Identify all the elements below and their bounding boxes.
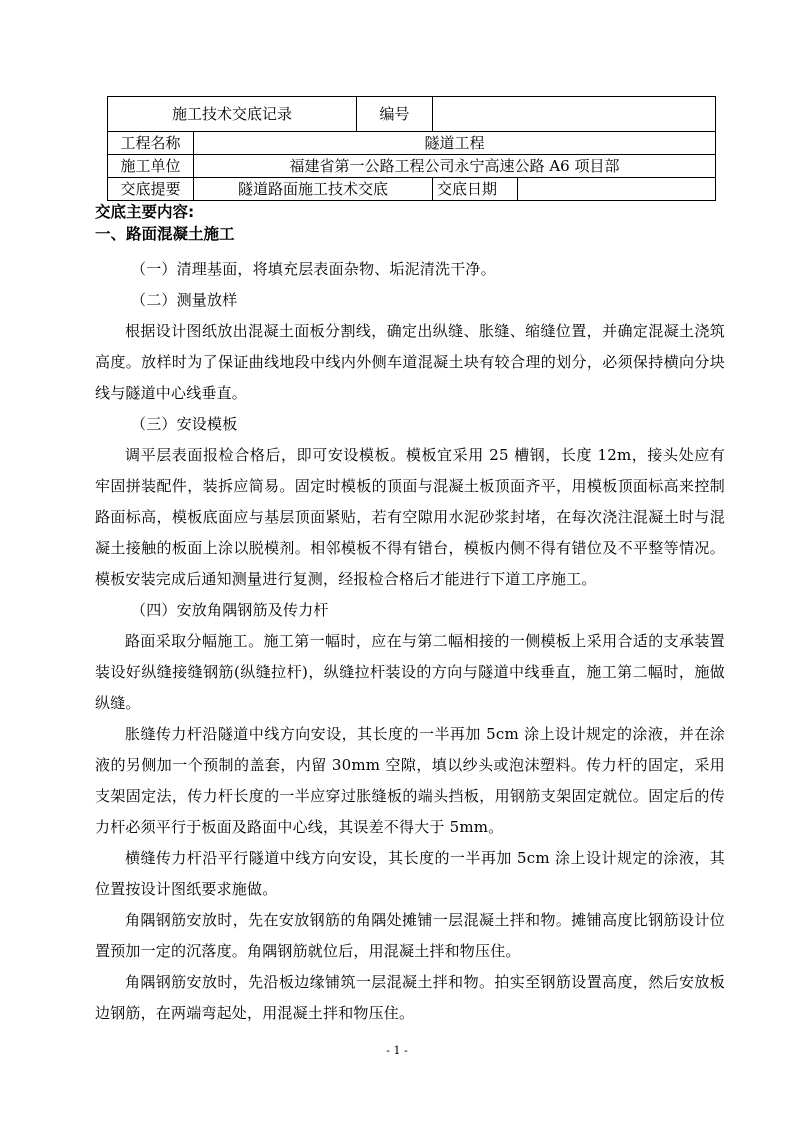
construction-unit-row: [108, 155, 716, 178]
section-body: [95, 254, 725, 1029]
number-label: 编号: [357, 97, 433, 132]
step-4-heading: （四）安放角隅钢筋及传力杆: [131, 601, 329, 619]
record-header-table: [107, 96, 716, 201]
date-value: [518, 178, 716, 201]
step-3-heading: （三）安设模板: [131, 415, 238, 433]
number-value: [433, 97, 716, 132]
record-title: 施工技术交底记录: [108, 97, 357, 132]
step-2-paragraph: 根据设计图纸放出混凝土面板分割线，确定出纵缝、胀缝、缩缝位置，并确定混凝土浇筑高度。放样时为了保证曲线地段中线内外侧车道混凝土块有较合理的划分，必须保持横向分块线与隧道中心线垂直。: [95, 322, 725, 402]
main-heading: 交底主要内容:: [95, 203, 195, 221]
step-4-paragraph-3: 横缝传力杆沿平行隧道中线方向安设，其长度的一半再加 5cm 涂上设计规定的涂液，其位置按设计图纸要求施做。: [95, 849, 725, 898]
date-label: 交底日期: [433, 178, 518, 201]
construction-unit-label: 施工单位: [108, 155, 194, 178]
step-1-cleanup: （一）清理基面，将填充层表面杂物、垢泥清洗干净。: [131, 260, 496, 278]
page-number: - 1 -: [386, 1044, 408, 1057]
project-name-value: 隧道工程: [194, 132, 716, 155]
step-4-paragraph-4: 角隅钢筋安放时，先在安放钢筋的角隅处摊铺一层混凝土拌和物。摊铺高度比钢筋设计位置预加一定的沉落度。角隅钢筋就位后，用混凝土拌和物压住。: [95, 911, 725, 960]
summary-value: 隧道路面施工技术交底: [194, 178, 433, 201]
section-heading: 一、路面混凝土施工: [95, 225, 235, 243]
step-2-heading: （二）测量放样: [131, 291, 238, 309]
step-4-paragraph-5: 角隅钢筋安放时，先沿板边缘铺筑一层混凝土拌和物。拍实至钢筋设置高度，然后安放板边钢筋，在两端弯起处，用混凝土拌和物压住。: [95, 973, 725, 1022]
construction-unit-value: 福建省第一公路工程公司永宁高速公路 A6 项目部: [194, 155, 716, 178]
document-content: [95, 202, 725, 1029]
summary-row: [108, 178, 716, 201]
project-name-label: 工程名称: [108, 132, 194, 155]
step-4-paragraph-1: 路面采取分幅施工。施工第一幅时，应在与第二幅相接的一侧模板上采用合适的支承装置装设好纵缝接缝钢筋(纵缝拉杆)，纵缝拉杆装设的方向与隧道中线垂直，施工第二幅时，施做纵缝。: [95, 632, 725, 712]
step-3-paragraph: 调平层表面报检合格后，即可安设模板。模板宜采用 25 槽钢，长度 12m，接头处应有牢固拼装配件，装拆应简易。固定时模板的顶面与混凝土板顶面齐平，用模板顶面标高来控制路面标高，模板底面应与基层顶面紧贴，若有空隙用水泥砂浆封堵，在每次浇注混凝土时与混凝土接触的板面上涂以脱模剂。相邻模板不得有错台，模板内侧不得有错位及不平整等情况。模板安装完成后通知测量进行复测，经报检合格后才能进行下道工序施工。: [95, 446, 725, 588]
step-4-paragraph-2: 胀缝传力杆沿隧道中线方向安设，其长度的一半再加 5cm 涂上设计规定的涂液，并在涂液的另侧加一个预制的盖套，内留 30mm 空隙，填以纱头或泡沫塑料。传力杆的固定，采用支架固定法，传力杆长度的一半应穿过胀缝板的端头挡板，用钢筋支架固定就位。固定后的传力杆必须平行于板面及路面中心线，其误差不得大于 5mm。: [95, 725, 725, 836]
title-row: [108, 97, 716, 132]
summary-label: 交底提要: [108, 178, 194, 201]
project-name-row: [108, 132, 716, 155]
